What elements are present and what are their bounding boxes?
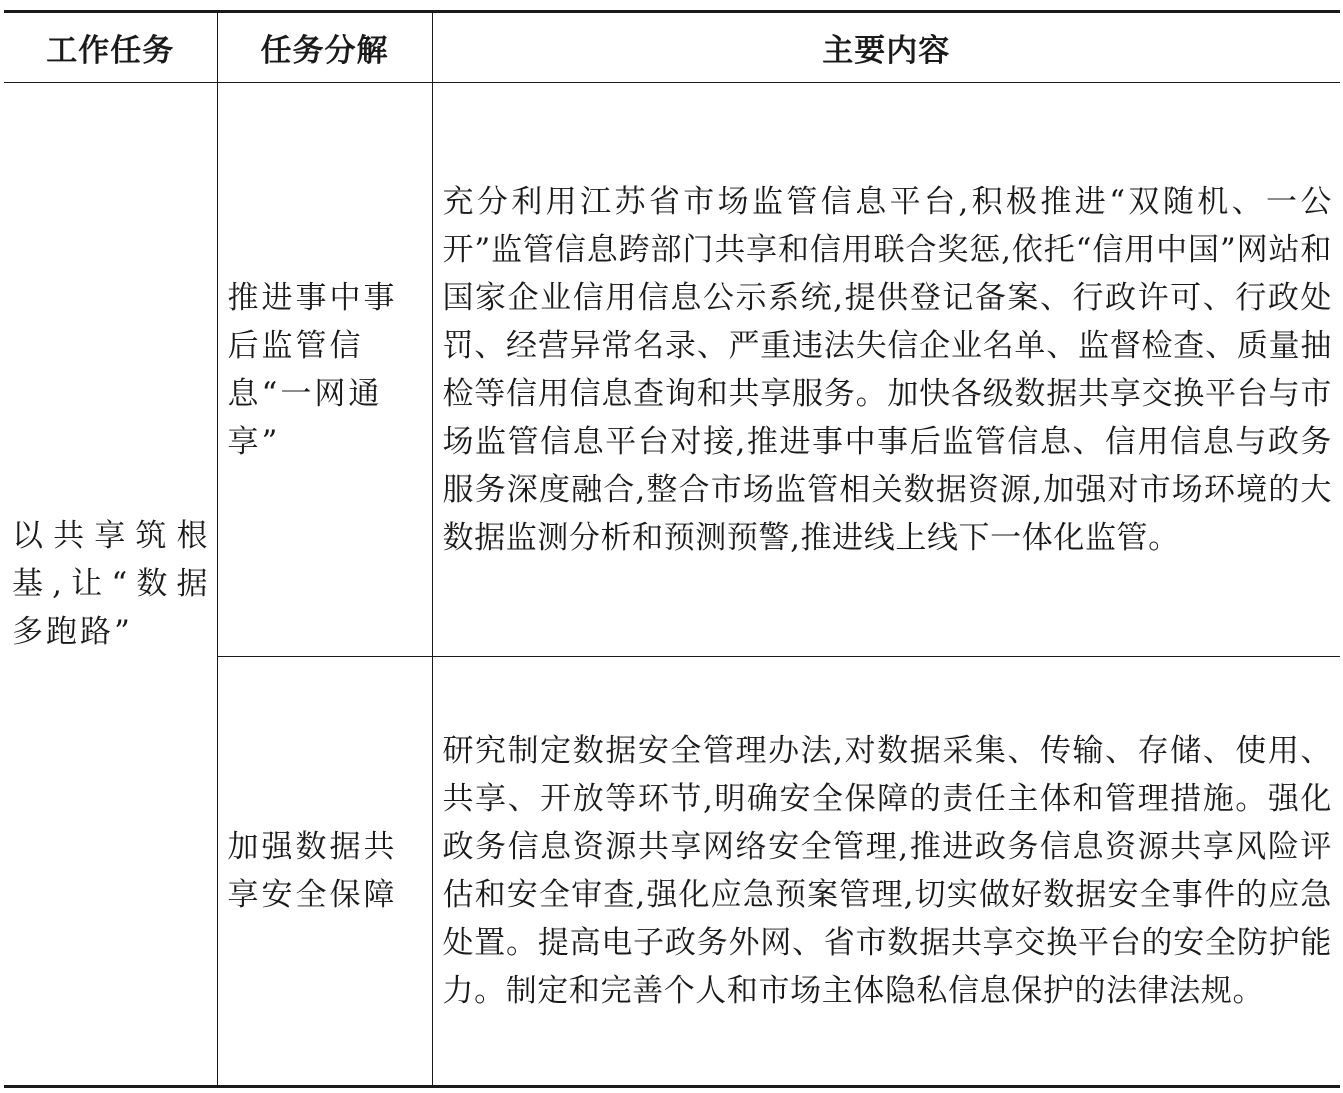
header-row <box>4 12 1340 83</box>
task-table-container <box>4 10 1340 1088</box>
content-cell: 充分利用江苏省市场监管信息平台,积极推进“双随机、一公开”监管信息跨部门共享和信用联合奖惩,依托“信用中国”网站和国家企业信用信息公示系统,提供登记备案、行政许可、行政处罚、经营异常名录、严重违法失信企业名单、监督检查、质量抽检等信用信息查询和共享服务。加快各级数据共享交换平台与市场监管信息平台对接,推进事中事后监管信息、信用信息与政务服务深度融合,整合市场监管相关数据资源,加强对市场环境的大数据监测分析和预测预警,推进线上线下一体化监管。 <box>432 83 1340 657</box>
table-body <box>4 83 1340 1087</box>
table-header <box>4 12 1340 83</box>
subtask-cell: 推进事中事后监管信息“一网通享” <box>217 83 432 657</box>
task-table <box>4 10 1340 1088</box>
header-task-breakdown: 任务分解 <box>217 12 432 83</box>
header-work-task: 工作任务 <box>4 12 217 83</box>
work-task-cell: 以共享筑根基,让“数据多跑路” <box>4 83 217 1087</box>
subtask-cell: 加强数据共享安全保障 <box>217 657 432 1087</box>
content-cell: 研究制定数据安全管理办法,对数据采集、传输、存储、使用、共享、开放等环节,明确安全保障的责任主体和管理措施。强化政务信息资源共享网络安全管理,推进政务信息资源共享风险评估和安全审查,强化应急预案管理,切实做好数据安全事件的应急处置。提高电子政务外网、省市数据共享交换平台的安全防护能力。制定和完善个人和市场主体隐私信息保护的法律法规。 <box>432 657 1340 1087</box>
header-main-content: 主要内容 <box>432 12 1340 83</box>
table-row <box>4 83 1340 657</box>
